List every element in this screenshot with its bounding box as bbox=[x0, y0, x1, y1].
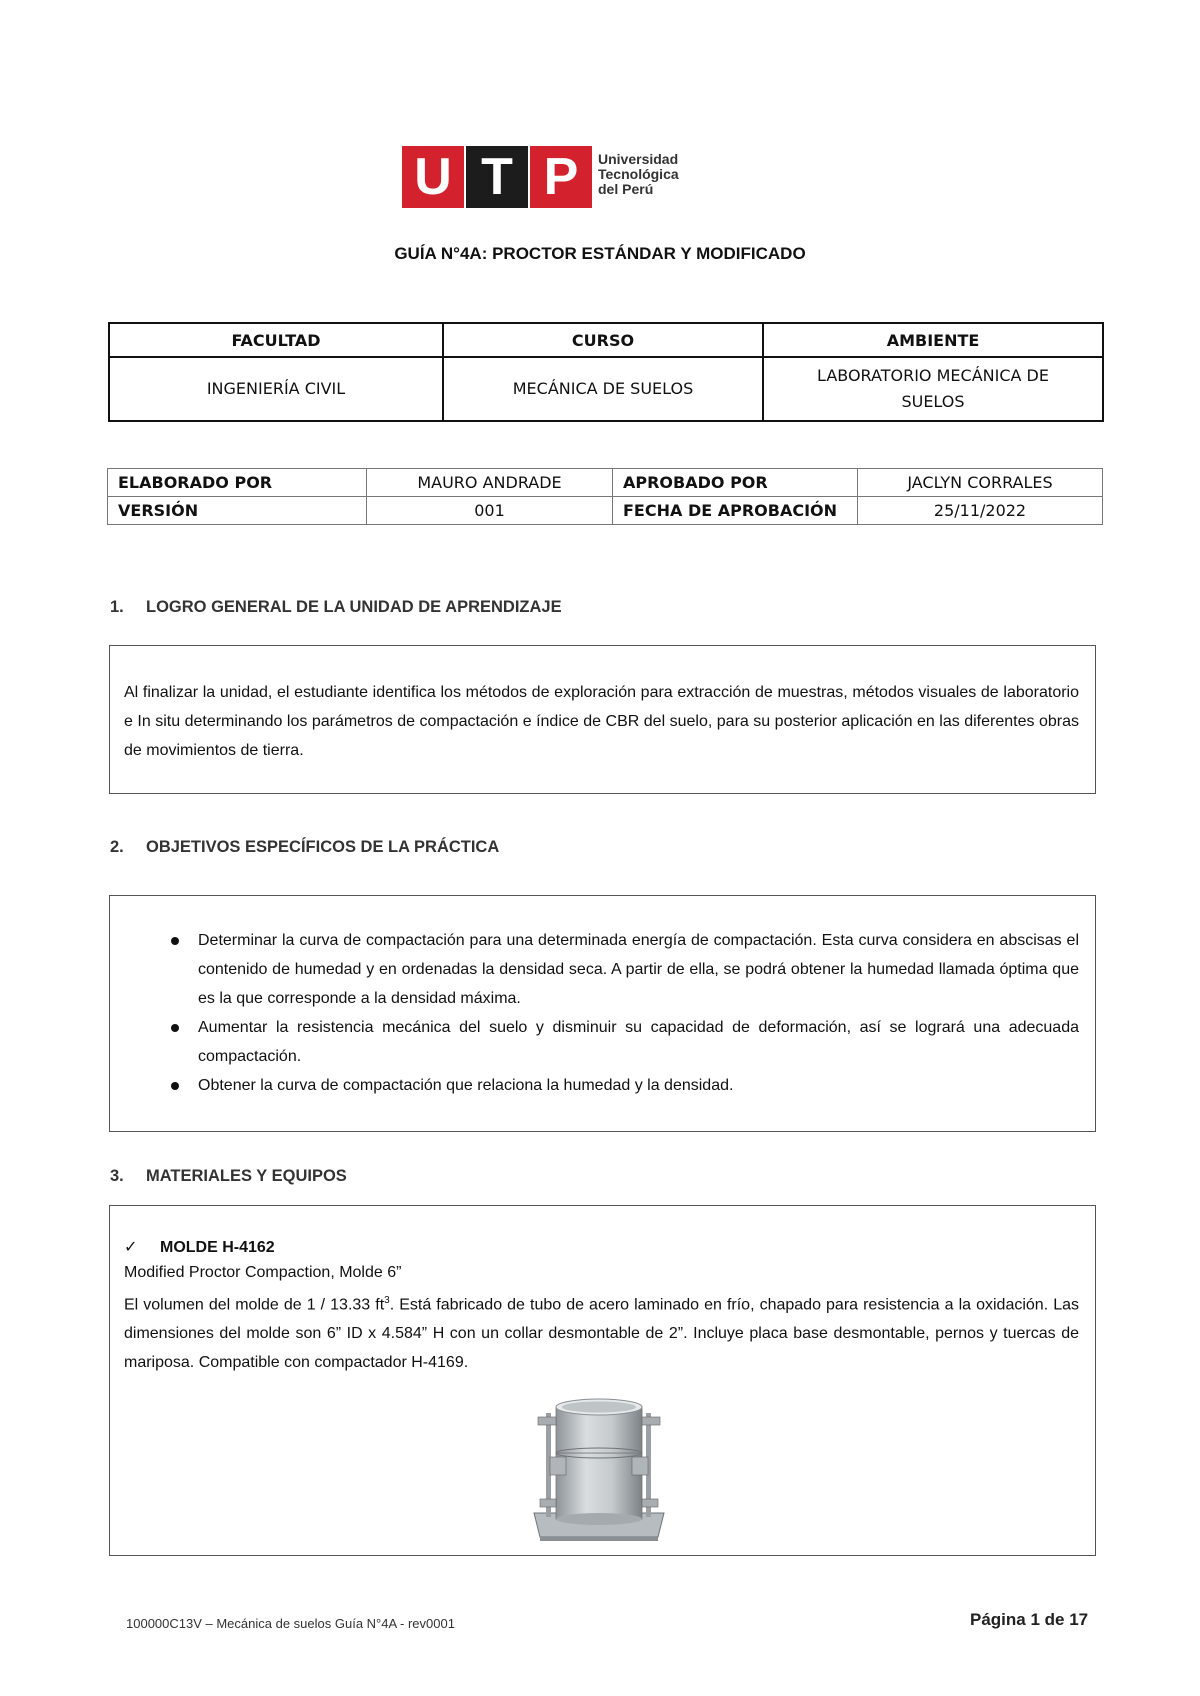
logo-line-1: Universidad bbox=[598, 151, 679, 167]
objective-text: Obtener la curva de compactación que relaciona la humedad y la densidad. bbox=[198, 1077, 734, 1094]
logo-letter-p: P bbox=[530, 146, 592, 208]
section-1-text: Al finalizar la unidad, el estudiante identifica los métodos de exploración para extracción de muestras, métodos visuales de laboratorio e In situ determinando los parámetros de compactación e índice de CBR del suelo, para su posterior aplicación en las diferentes obras de movimientos de tierra. bbox=[124, 684, 1079, 759]
bullet-icon bbox=[171, 1082, 179, 1090]
objective-item bbox=[124, 1013, 1079, 1071]
section-1-title: LOGRO GENERAL DE LA UNIDAD DE APRENDIZAJE bbox=[146, 598, 562, 616]
utp-logo bbox=[402, 146, 682, 208]
objectives-list bbox=[124, 926, 1079, 1100]
footer-document-code: 100000C13V – Mecánica de suelos Guía N°4A - rev0001 bbox=[126, 1616, 455, 1631]
item-title-row bbox=[124, 1236, 1079, 1260]
value-curso: MECÁNICA DE SUELOS bbox=[443, 357, 763, 421]
elaborado-label: ELABORADO POR bbox=[108, 469, 367, 497]
section-2-box bbox=[109, 895, 1096, 1132]
objective-text: Aumentar la resistencia mecánica del suelo y disminuir su capacidad de deformación, así se logrará una adecuada compactación. bbox=[198, 1019, 1079, 1065]
elaborado-value: MAURO ANDRADE bbox=[367, 469, 613, 497]
document-meta-table bbox=[107, 468, 1103, 525]
check-icon: ✓ bbox=[124, 1239, 138, 1256]
section-2-title: OBJETIVOS ESPECÍFICOS DE LA PRÁCTICA bbox=[146, 838, 500, 856]
item-subtitle: Modified Proctor Compaction, Molde 6” bbox=[124, 1264, 402, 1281]
value-facultad: INGENIERÍA CIVIL bbox=[109, 357, 443, 421]
logo-line-3: del Perú bbox=[598, 181, 654, 197]
logo-line-2: Tecnológica bbox=[598, 166, 679, 182]
objective-item bbox=[124, 1071, 1079, 1100]
footer-page-number: Página 1 de 17 bbox=[970, 1610, 1089, 1629]
course-info-table bbox=[108, 322, 1104, 422]
bullet-icon bbox=[171, 1024, 179, 1032]
document-title: GUÍA N°4A: PROCTOR ESTÁNDAR Y MODIFICADO bbox=[394, 244, 806, 263]
aprobado-value: JACLYN CORRALES bbox=[858, 469, 1103, 497]
fecha-label: FECHA DE APROBACIÓN bbox=[613, 497, 858, 525]
section-1-box bbox=[109, 645, 1096, 794]
proctor-mold-image bbox=[528, 1395, 670, 1545]
section-3-number: 3. bbox=[110, 1167, 124, 1185]
objective-text: Determinar la curva de compactación para una determinada energía de compactación. Esta curva considera en abscisas el contenido de humedad y en ordenadas la densidad seca. A partir de ella, se podrá obtener la humedad llamada óptima que es la que corresponde a la densidad máxima. bbox=[198, 932, 1079, 1007]
header-ambiente: AMBIENTE bbox=[763, 323, 1103, 357]
item-text-b: . Está fabricado de tubo de acero laminado en frío, chapado para resistencia a la oxidación. Las dimensiones del molde son 6” ID x 4.584” H con un collar desmontable de 2”. Incluye placa base desmontable, pernos y tuercas de mariposa. Compatible con compactador H-4169. bbox=[124, 1296, 1079, 1372]
header-facultad: FACULTAD bbox=[109, 323, 443, 357]
fecha-value: 25/11/2022 bbox=[858, 497, 1103, 525]
item-title: MOLDE H-4162 bbox=[160, 1239, 275, 1256]
logo-letter-u: U bbox=[402, 146, 464, 208]
section-1-number: 1. bbox=[110, 598, 124, 616]
logo-wordmark bbox=[598, 152, 679, 197]
bullet-icon bbox=[171, 937, 179, 945]
section-2-number: 2. bbox=[110, 838, 124, 856]
aprobado-label: APROBADO POR bbox=[613, 469, 858, 497]
value-ambiente: LABORATORIO MECÁNICA DE SUELOS bbox=[763, 357, 1103, 421]
logo-letter-t: T bbox=[466, 146, 528, 208]
item-text-a: El volumen del molde de 1 / 13.33 ft bbox=[124, 1296, 385, 1314]
section-3-heading bbox=[110, 1167, 347, 1186]
section-1-heading bbox=[110, 598, 562, 617]
version-label: VERSIÓN bbox=[108, 497, 367, 525]
header-curso: CURSO bbox=[443, 323, 763, 357]
section-3-title: MATERIALES Y EQUIPOS bbox=[146, 1167, 347, 1185]
item-description bbox=[124, 1286, 1079, 1377]
item-text-superscript: 3 bbox=[384, 1295, 390, 1306]
section-2-heading bbox=[110, 838, 499, 857]
version-value: 001 bbox=[367, 497, 613, 525]
objective-item bbox=[124, 926, 1079, 1013]
